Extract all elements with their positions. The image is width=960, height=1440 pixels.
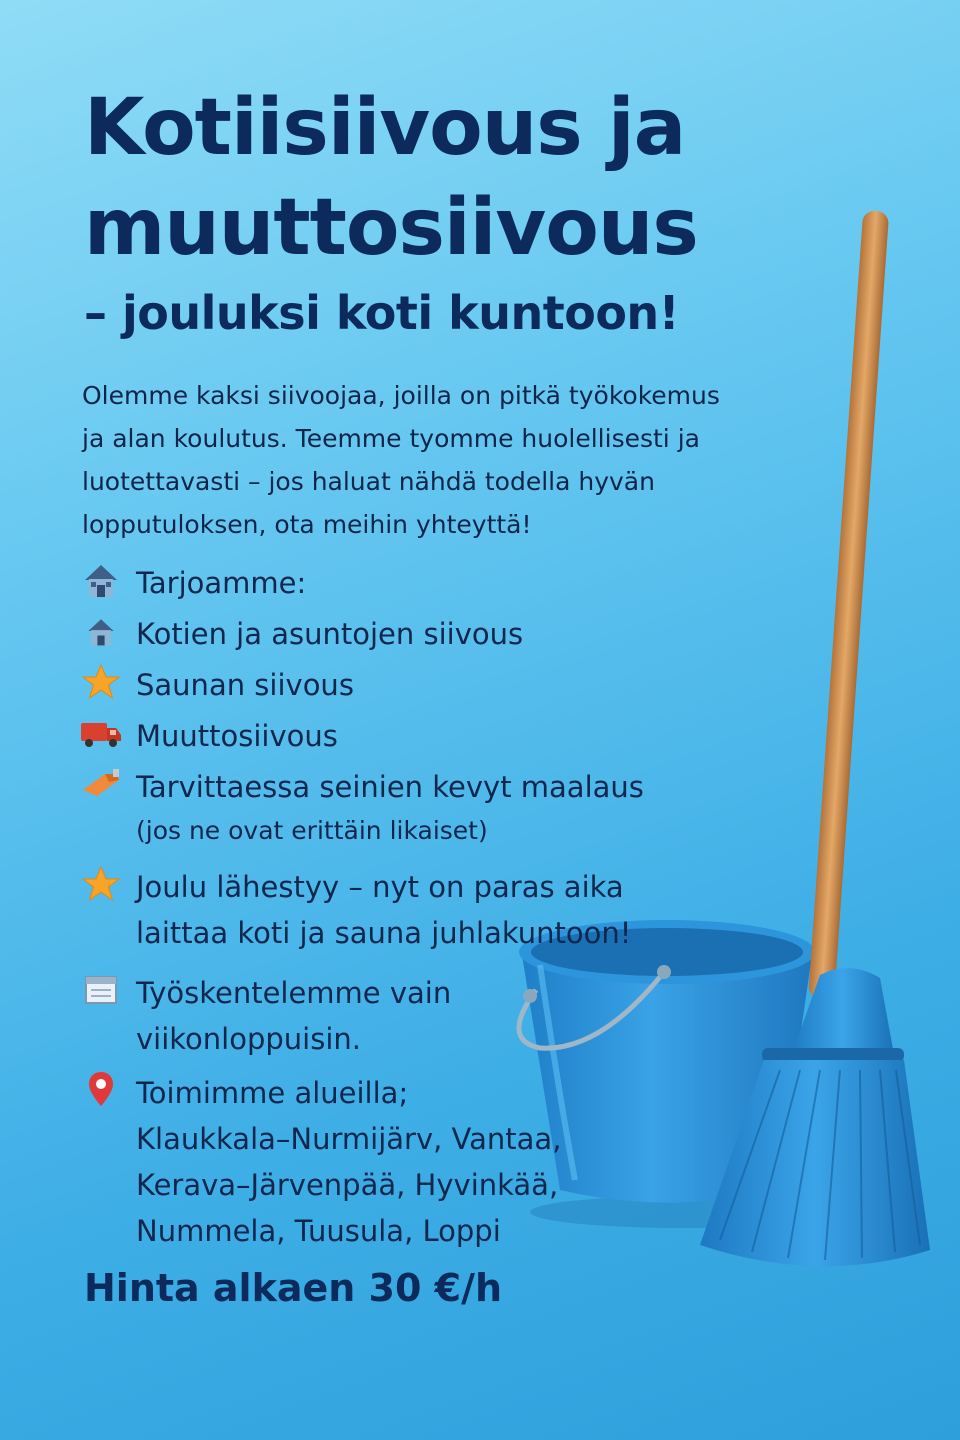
christmas-line-2: laittaa koti ja sauna juhlakuntoon! <box>136 916 632 950</box>
house-icon <box>78 611 124 651</box>
offer-heading-row <box>78 560 306 606</box>
page-title <box>84 78 784 278</box>
house-icon <box>78 560 124 600</box>
schedule-note <box>78 970 451 1062</box>
service-item <box>78 662 354 708</box>
star-icon <box>78 662 124 702</box>
intro-line: ja alan koulutus. Teemme tyomme huolellisesti ja <box>82 424 700 453</box>
service-item <box>78 713 338 759</box>
offer-heading: Tarjoamme: <box>136 566 307 600</box>
christmas-line-1: Joulu lähestyy – nyt on paras aika <box>136 870 624 904</box>
schedule-line-1: Työskentelemme vain <box>136 976 452 1010</box>
title-line-2: muuttosiivous <box>84 183 698 273</box>
star-icon <box>78 864 124 904</box>
intro-line: Olemme kaksi siivoojaa, joilla on pitkä työkokemus <box>82 381 720 410</box>
schedule-line-2: viikonloppuisin. <box>136 1022 361 1056</box>
service-label: Kotien ja asuntojen siivous <box>136 617 524 651</box>
areas-heading: Toimimme alueilla; <box>136 1076 409 1110</box>
map-pin-icon <box>78 1070 124 1110</box>
service-item <box>78 611 523 657</box>
title-line-1: Kotiisiivous ja <box>84 83 686 173</box>
intro-line: luotettavasti – jos haluat nähdä todella hyvän <box>82 467 655 496</box>
christmas-text <box>136 864 631 956</box>
paint-icon <box>78 764 124 804</box>
subtitle: – jouluksi koti kuntoon! <box>84 286 680 340</box>
service-note: (jos ne ovat erittäin likaiset) <box>136 816 488 845</box>
service-label: Saunan siivous <box>136 668 354 702</box>
service-label: Muuttosiivous <box>136 719 338 753</box>
schedule-text <box>136 970 451 1062</box>
calendar-icon <box>78 970 124 1010</box>
areas-line: Kerava–Järvenpää, Hyvinkää, <box>136 1168 559 1202</box>
service-item <box>78 764 644 852</box>
price-text: Hinta alkaen 30 €/h <box>84 1266 503 1310</box>
christmas-note <box>78 864 631 956</box>
intro-line: lopputuloksen, ota meihin yhteyttä! <box>82 510 532 539</box>
areas-note <box>78 1070 561 1254</box>
truck-icon <box>78 713 124 753</box>
areas-line: Nummela, Tuusula, Loppi <box>136 1214 501 1248</box>
areas-text <box>136 1070 561 1254</box>
intro-text <box>82 374 802 546</box>
areas-line: Klaukkala–Nurmijärv, Vantaa, <box>136 1122 562 1156</box>
service-text <box>136 764 644 852</box>
service-label: Tarvittaessa seinien kevyt maalaus <box>136 770 644 804</box>
